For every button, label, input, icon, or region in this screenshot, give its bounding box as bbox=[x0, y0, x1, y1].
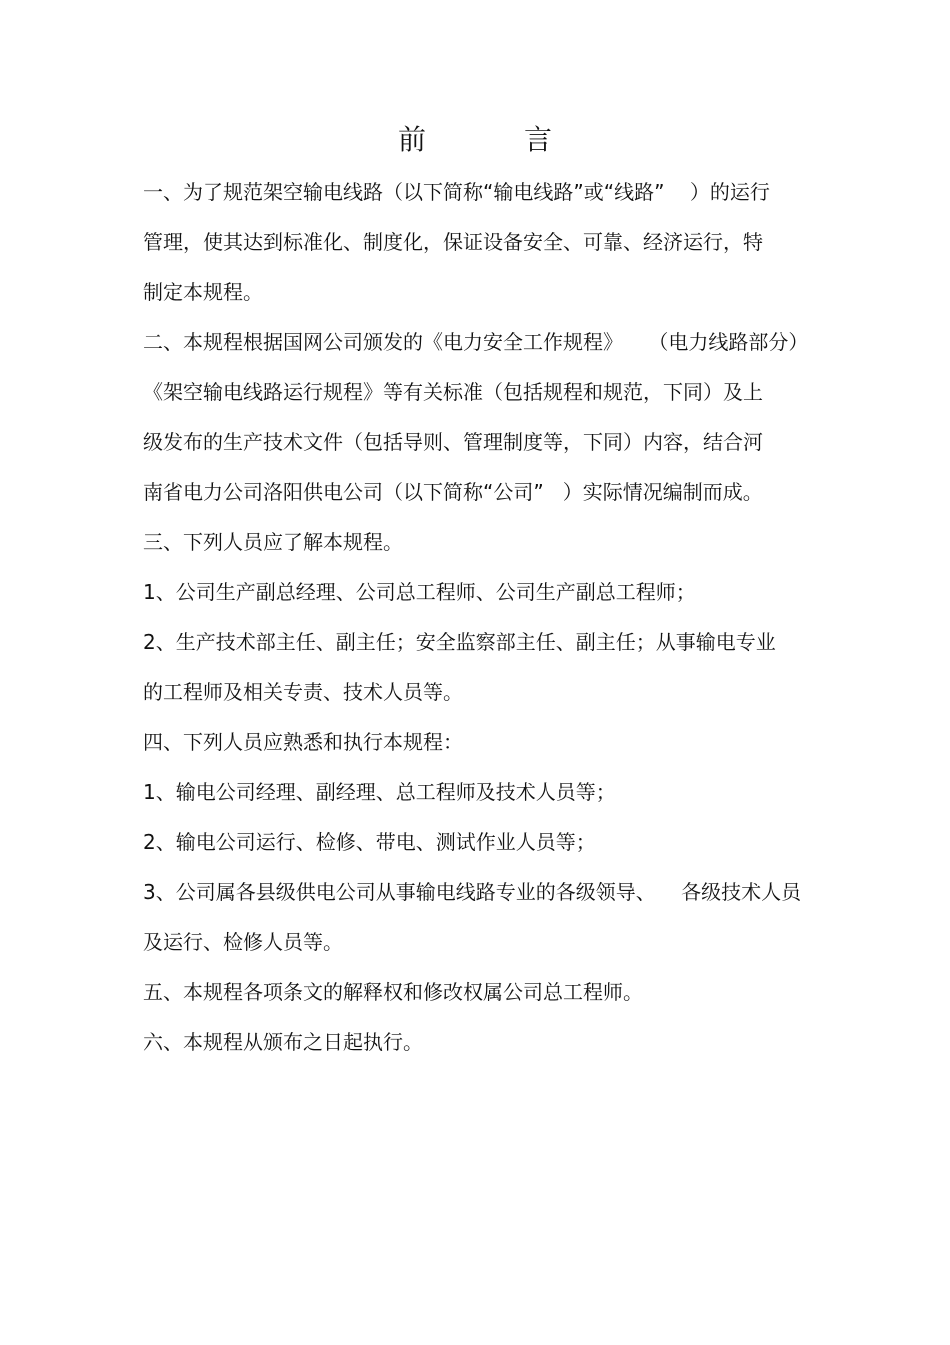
paragraph-line-14: 2、输电公司运行、检修、带电、测试作业人员等； bbox=[143, 830, 596, 854]
paragraph-line-15: 3、公司属各县级供电公司从事输电线路专业的各级领导、 各级技术人员 bbox=[143, 880, 802, 904]
paragraph-line-6: 级发布的生产技术文件（包括导则、管理制度等，下同）内容，结合河 bbox=[143, 430, 763, 454]
paragraph-line-10: 2、生产技术部主任、副主任；安全监察部主任、副主任；从事输电专业 bbox=[143, 630, 776, 654]
paragraph-line-18: 六、本规程从颁布之日起执行。 bbox=[143, 1030, 423, 1054]
paragraph-line-4: 二、本规程根据国网公司颁发的《电力安全工作规程》 （电力线路部分） bbox=[143, 330, 809, 354]
paragraph-line-7: 南省电力公司洛阳供电公司（以下简称“公司” ）实际情况编制而成。 bbox=[143, 480, 763, 504]
paragraph-line-2: 管理，使其达到标准化、制度化，保证设备安全、可靠、经济运行，特 bbox=[143, 230, 763, 254]
paragraph-line-8: 三、下列人员应了解本规程。 bbox=[143, 530, 403, 554]
paragraph-line-17: 五、本规程各项条文的解释权和修改权属公司总工程师。 bbox=[143, 980, 643, 1004]
paragraph-line-12: 四、下列人员应熟悉和执行本规程： bbox=[143, 730, 463, 754]
paragraph-line-1: 一、为了规范架空输电线路（以下简称“输电线路”或“线路” ）的运行 bbox=[143, 180, 770, 204]
paragraph-line-11: 的工程师及相关专责、技术人员等。 bbox=[143, 680, 463, 704]
paragraph-line-9: 1、公司生产副总经理、公司总工程师、公司生产副总工程师； bbox=[143, 580, 696, 604]
paragraph-line-5: 《架空输电线路运行规程》等有关标准（包括规程和规范，下同）及上 bbox=[143, 380, 763, 404]
page-title: 前 言 bbox=[398, 123, 552, 156]
paragraph-line-13: 1、输电公司经理、副经理、总工程师及技术人员等； bbox=[143, 780, 616, 804]
paragraph-line-16: 及运行、检修人员等。 bbox=[143, 930, 343, 954]
paragraph-line-3: 制定本规程。 bbox=[143, 280, 263, 304]
